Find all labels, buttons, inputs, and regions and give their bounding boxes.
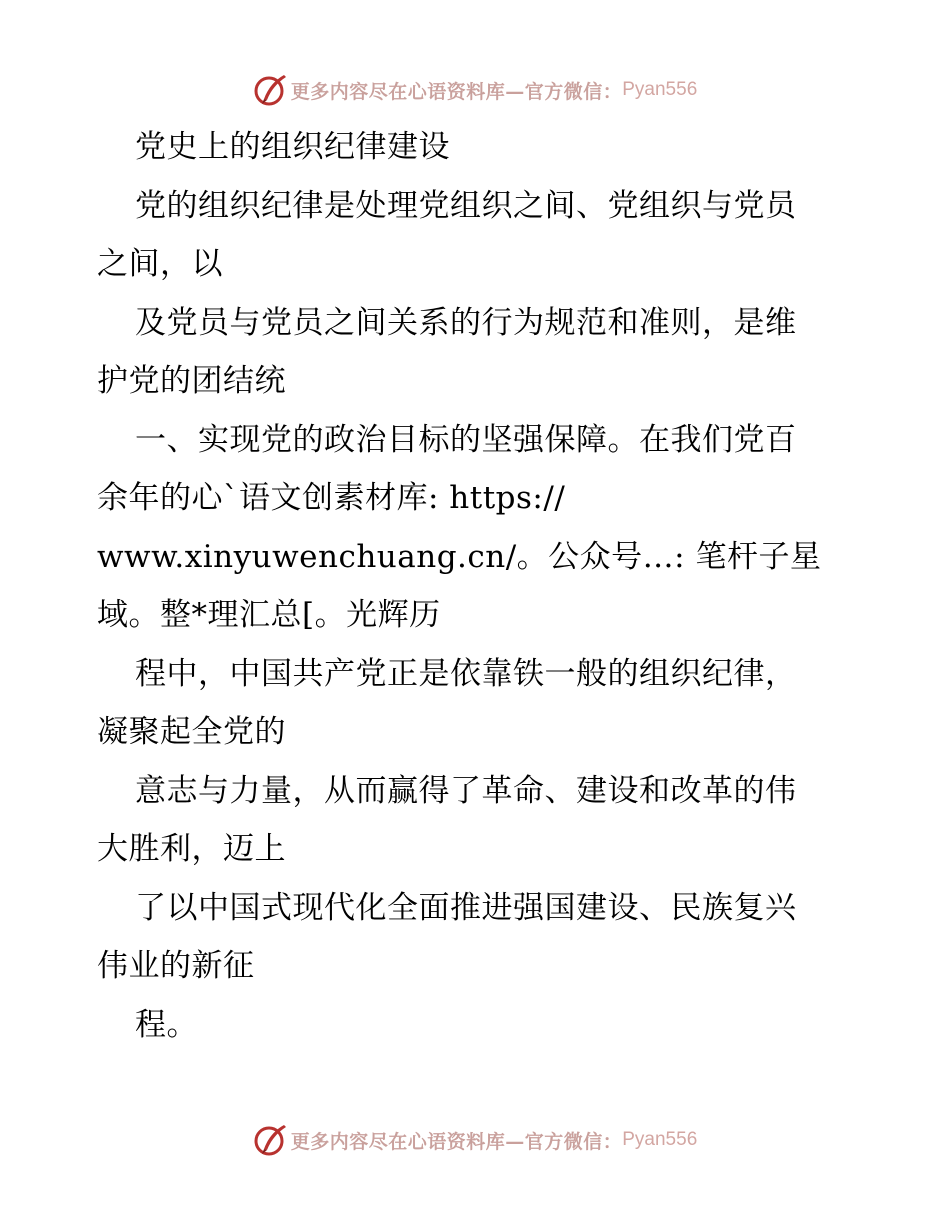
footer-banner: [0, 1122, 950, 1158]
body-line: 护党的团结统: [97, 363, 286, 399]
article-body: [97, 118, 857, 1054]
body-line: 程中，中国共产党正是依靠铁一般的组织纪律，: [135, 655, 797, 692]
body-line: 党的组织纪律是处理党组织之间、党组织与党员: [135, 187, 797, 224]
body-line: www.xinyuwenchuang.cn/。公众号…: 笔杆子星: [97, 538, 822, 575]
header-slogan: 更多内容尽在心语资料库—官方微信：: [290, 80, 623, 103]
quill-pen-logo-icon: [253, 1122, 289, 1158]
body-line: 及党员与党员之间关系的行为规范和准则，是维: [135, 304, 797, 341]
body-line: 伟业的新征: [97, 948, 255, 984]
article-title: 党史上的组织纪律建设: [135, 129, 450, 165]
body-line: 意志与力量，从而赢得了革命、建设和改革的伟: [135, 772, 797, 809]
body-line: 大胜利，迈上: [97, 831, 286, 867]
header-wechat-id: Pyan556: [622, 79, 698, 100]
body-line: 程。: [135, 1006, 198, 1043]
footer-slogan: 更多内容尽在心语资料库—官方微信：: [290, 1130, 623, 1153]
body-line: 了以中国式现代化全面推进强国建设、民族复兴: [135, 889, 797, 926]
footer-wechat-id: Pyan556: [622, 1129, 698, 1150]
body-line: 一、实现党的政治目标的坚强保障。在我们党百: [135, 421, 797, 458]
header-banner: [0, 72, 950, 108]
body-line: 凝聚起全党的: [97, 714, 286, 750]
body-line: 余年的心`语文创素材库: https://: [97, 480, 566, 516]
body-line: 之间，以: [97, 246, 223, 282]
body-line: 域。整*理汇总[。光辉历: [97, 597, 441, 633]
quill-pen-logo-icon: [253, 72, 289, 108]
